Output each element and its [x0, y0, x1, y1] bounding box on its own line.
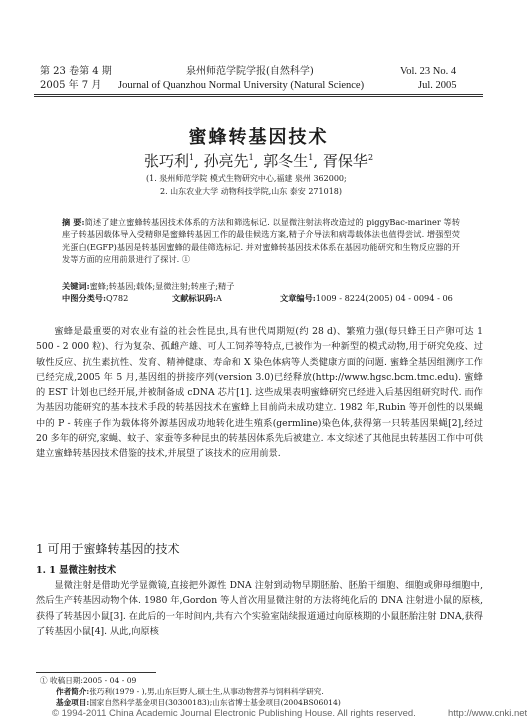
footnote-fund-text: 国家自然科学基金项目(30300183);山东省博士基金项目(2004BS06014) [89, 698, 341, 707]
header-journal-en: Journal of Quanzhou Normal University (Natural Science) [118, 80, 365, 91]
header-volume-en: Vol. 23 No. 4 [400, 66, 457, 77]
section-body [36, 578, 483, 639]
copyright-footer [0, 706, 527, 722]
footnote-author-label: 作者简介: [56, 687, 90, 696]
author-affiliation-mark: 2 [367, 153, 374, 162]
header-volume-cn: 第 23 卷第 4 期 [40, 66, 112, 77]
doc-code-label: 文献标识码: [172, 293, 216, 303]
footnote-author-text: 张巧利(1979 - ),男,山东巨野人,硕士生,从事动物营养与饲料科学研究. [89, 687, 324, 696]
doc-code-value: A [215, 293, 222, 303]
keywords-text: 蜜蜂;转基因;载体;显微注射;转座子;精子 [89, 281, 235, 291]
subsection-heading: 1. 1 显微注射技术 [36, 565, 117, 576]
footnote-rule [36, 672, 156, 673]
affiliation-1: (1. 泉州师范学院 模式生物研究中心,福建 泉州 362000; [146, 174, 347, 183]
intro-paragraph: 蜜蜂是最重要的对农业有益的社会性昆虫,具有世代周期短(约 28 d)、繁殖力强(每只蜂王日产卵可达 1 500 - 2 000 粒)、行为复杂、孤雌产雄、可人工饲养等特点,已被作为一种新型的模式动物,用于研究免疫、过敏性反应、抗生素抗性、发育、精神健康、寿命和 X 染色体病等人类健康方面的问题. 蜜蜂全基因组测序工作已经完成,2005 年 5 月,基因组的拼接序列(version 3.0)已经释放(http://www.hgsc.bcm.tmc.edu). 蜜蜂的 EST 计划也已经开展,并被制备成 cDNA 芯片[1]. 这些成果表明蜜蜂研究已经进入后基因组研究时代. 而作为基因功能研究的基本技术手段的转基因技术在蜜蜂上目前尚未成功建立. 1982 年,Rubin 等开创性的以果蝇中的 P - 转座子作为载体将外源基因成功地转化进生殖系(germline)染色体,获得第一只转基因果蝇[2],经过 20 多年的研究,家蝇、蚊子、家蚕等多种昆虫的转基因体系先后被建立. 本文综述了其他昆虫转基因工作中可供建立蜜蜂转基因技术借鉴的技术,并展望了该技术的应用前景. [36, 326, 483, 460]
author-name: 胥保华 [322, 152, 368, 170]
copyright-text: © 1994-2011 China Academic Journal Electronic Publishing House. All rights reserved. [52, 708, 416, 719]
introduction [36, 324, 483, 462]
section-heading: 1 可用于蜜蜂转基因的技术 [36, 542, 180, 556]
article-no-label: 文章编号: [280, 293, 316, 303]
header-date-cn: 2005 年 7 月 [40, 80, 102, 91]
article-no-value: 1009 - 8224(2005) 04 - 0094 - 06 [315, 293, 453, 303]
footnote-author [56, 686, 324, 697]
header-rule-2 [34, 96, 483, 97]
keywords [62, 280, 462, 292]
clc-value: Q782 [105, 293, 129, 303]
author-name: 孙亮先 [203, 152, 249, 170]
author-name: 郭冬生 [263, 152, 309, 170]
author-affiliation-mark: 1 [308, 153, 314, 162]
article-title: 蜜蜂转基因技术 [188, 127, 329, 148]
footnote-received: ① 收稿日期:2005 - 04 - 09 [40, 676, 137, 685]
cnki-link[interactable]: http://www.cnki.net [448, 708, 527, 719]
clc-label: 中图分类号: [62, 293, 106, 303]
section-paragraph: 显微注射是借助光学显微镜,直接把外源性 DNA 注射到动物早期胚胎、胚胎干细胞、细胞或卵母细胞中,然后生产转基因动物个体. 1980 年,Gordon 等人首次用显微注射的方法将纯化后的 DNA 注射进小鼠的原核,获得了转基因小鼠[3]. 在此后的一年时间内,共有六个实验室陆续报道通过向原核期的小鼠胚胎注射 DNA,获得了转基因小鼠[4]. 从此,向原核 [36, 580, 483, 637]
abstract-label: 摘 要: [62, 217, 85, 227]
author-list: 张巧利$^1$, 孙亮先$^1$, 郭冬生$^1$, 胥保华$^2$ [143, 152, 374, 170]
author-name: 张巧利 [143, 152, 189, 170]
author-affiliation-mark: 1 [188, 153, 195, 162]
author-affiliation-mark: 1 [248, 153, 254, 162]
header-journal-cn: 泉州师范学院学报(自然科学) [186, 66, 314, 77]
abstract-text: 简述了建立蜜蜂转基因技术体系的方法和筛选标记. 以显微注射法将改造过的 piggyBac-mariner 等转座子转基因载体导入受精卵是蜜蜂转基因工作的最佳候选方案,精子介导法和病毒载体法也值得尝试. 增强型荧光蛋白(EGFP)基因是转基因蜜蜂的最佳筛选标记. 并对蜜蜂转基因技术体系在基因功能研究和生物反应器的开发等方面的应用前景进行了探讨. ① [62, 217, 461, 264]
header-date-en: Jul. 2005 [418, 80, 457, 91]
affiliation-2: 2. 山东农业大学 动物科技学院,山东 泰安 271018) [160, 187, 343, 196]
abstract [62, 216, 460, 265]
keywords-label: 关键词: [62, 281, 90, 291]
footnote-fund-label: 基金项目: [56, 698, 90, 707]
header-rule [34, 94, 483, 95]
